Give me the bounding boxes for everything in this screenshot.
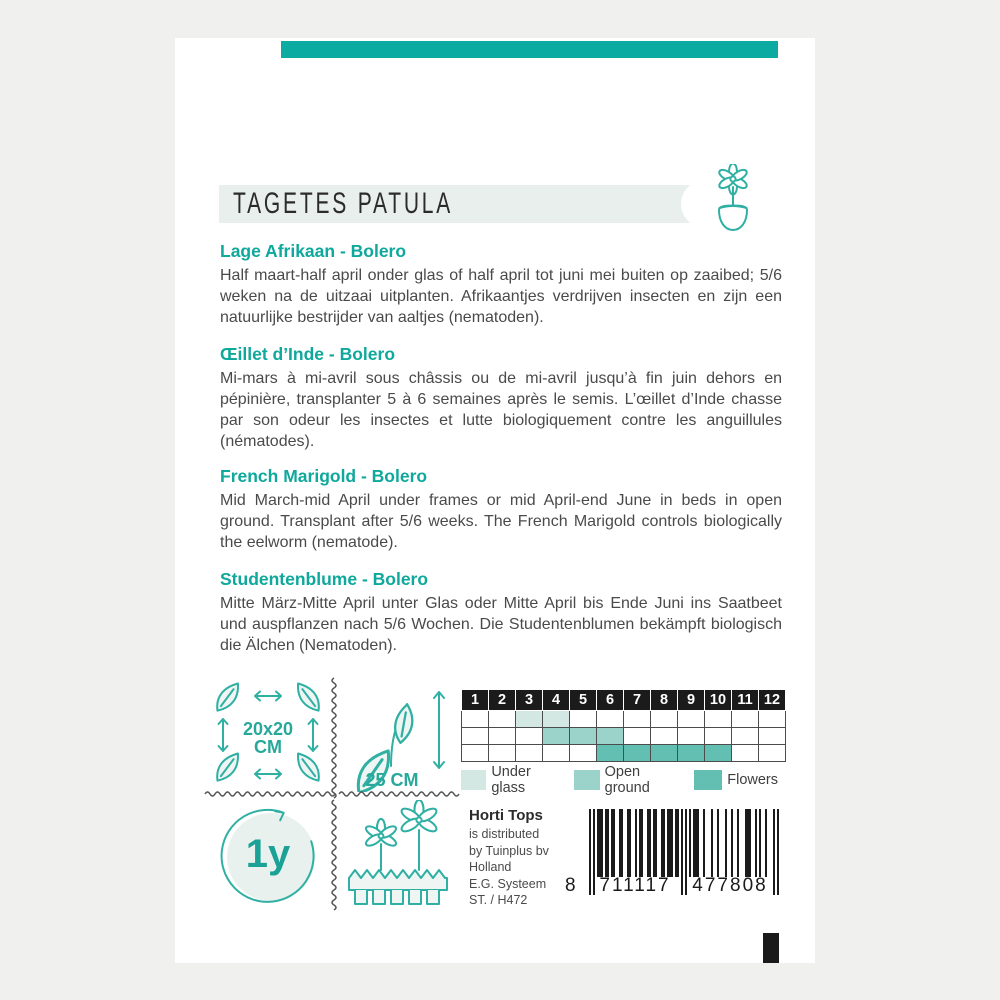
spacing-panel (205, 678, 331, 792)
section-dutch (220, 241, 782, 328)
legend-swatch (694, 770, 722, 790)
calendar-cell (732, 711, 759, 728)
distributor-line: is distributed (469, 827, 540, 841)
divider-vertical-bottom (330, 800, 338, 910)
legend-swatch (461, 770, 486, 790)
calendar-cell (705, 711, 732, 728)
calendar-row-flowers (462, 745, 786, 762)
calendar-cell (732, 745, 759, 762)
cycle-panel (205, 800, 331, 912)
distributor-line: E.G. Systeem (469, 876, 547, 891)
barcode-bar (697, 809, 699, 877)
calendar-cell (570, 711, 597, 728)
section-body-fr: Mi-mars à mi-avril sous châssis ou de mi-avril jusqu’à fin juin dehors en pépinière, transplanter 5 à 6 semaines après le semis. L’œillet d’Inde chasse par son odeur les insectes et lutte biologiquement contre les anguillules (nématodes). (220, 370, 782, 450)
calendar-cell (543, 728, 570, 745)
barcode-first-digit: 8 (565, 875, 576, 896)
calendar-month-header (462, 690, 786, 711)
calendar-cell (597, 745, 624, 762)
legend-label: Open ground (604, 764, 650, 796)
barcode-bar (777, 809, 779, 895)
calendar-cell (570, 745, 597, 762)
calendar-cell (516, 711, 543, 728)
spacing-unit: CM (254, 737, 282, 757)
flower-pot-icon (708, 164, 758, 236)
barcode-bar (655, 809, 657, 877)
cycle-value: 1y (245, 832, 291, 876)
calendar-month: 12 (759, 690, 786, 711)
barcode-bar (711, 809, 713, 877)
barcode-bar (717, 809, 719, 877)
calendar-cell (624, 745, 651, 762)
legend-item (461, 764, 561, 796)
distributor-brand: Horti Tops (469, 807, 543, 824)
barcode-bar (725, 809, 727, 877)
calendar-cell (624, 728, 651, 745)
section-heading-fr: Œillet d’Inde - Bolero (220, 344, 396, 364)
calendar-cell (759, 711, 786, 728)
section-body-en: Mid March-mid April under frames or mid April-end June in beds in open ground. Transplant after 5/6 weeks. The French Marigold controls biologically the eelworm (nematode). (220, 492, 782, 551)
calendar-month: 11 (732, 690, 759, 711)
barcode-bar (681, 809, 683, 895)
calendar-month: 9 (678, 690, 705, 711)
barcode-bar (635, 809, 637, 877)
barcode-bar (621, 809, 623, 877)
calendar-cell (678, 728, 705, 745)
section-heading-en: French Marigold - Bolero (220, 466, 428, 486)
calendar-cell (759, 728, 786, 745)
height-panel (339, 678, 459, 792)
calendar-cell (651, 728, 678, 745)
calendar-cell (489, 711, 516, 728)
barcode-bar (607, 809, 609, 877)
calendar-cell (597, 728, 624, 745)
flowers-panel (339, 800, 459, 912)
calendar-cell (516, 745, 543, 762)
ean-barcode (565, 809, 779, 921)
legend-item (574, 764, 681, 796)
barcode-bar (731, 809, 733, 877)
calendar-cell (462, 728, 489, 745)
calendar-cell (489, 728, 516, 745)
divider-horizontal-left (205, 790, 331, 798)
barcode-bar (649, 809, 651, 877)
spacing-number: 20x20 (242, 719, 294, 739)
legend-label: Under glass (491, 764, 531, 796)
divider-vertical-top (330, 678, 338, 790)
calendar-cell (678, 711, 705, 728)
barcode-bar (755, 809, 757, 877)
calendar-cell (678, 745, 705, 762)
barcode-bar (671, 809, 673, 877)
calendar-month: 7 (624, 690, 651, 711)
calendar-cell (516, 728, 543, 745)
barcode-bar (749, 809, 751, 877)
calendar-row-open-ground (462, 728, 786, 745)
top-color-bar (281, 41, 778, 58)
print-registration-mark (763, 933, 779, 963)
spacing-value (205, 720, 331, 756)
section-french (220, 344, 782, 452)
calendar-cell (462, 711, 489, 728)
distributor-line: ST. / H472 (469, 893, 528, 907)
distributor-lines (469, 826, 569, 909)
calendar-month: 1 (462, 690, 489, 711)
section-english (220, 466, 782, 553)
barcode-bar (601, 809, 603, 877)
calendar-cell (462, 745, 489, 762)
legend-swatch (574, 770, 599, 790)
calendar-cell (759, 745, 786, 762)
section-heading-nl: Lage Afrikaan - Bolero (220, 241, 407, 261)
packet-card (175, 38, 815, 963)
distributor-info (469, 807, 569, 909)
barcode-left-digits: 711117 (599, 875, 671, 896)
sowing-calendar (461, 690, 786, 762)
legend-label: Flowers (727, 772, 778, 788)
section-german (220, 569, 782, 656)
calendar-cell (651, 711, 678, 728)
divider-horizontal-right (339, 790, 459, 798)
barcode-bar (641, 809, 643, 877)
calendar-body (462, 711, 786, 762)
calendar-month: 3 (516, 690, 543, 711)
distributor-line: Holland (469, 860, 512, 874)
product-name: TAGETES PATULA (233, 187, 454, 220)
calendar-cell (489, 745, 516, 762)
barcode-bar (703, 809, 705, 877)
calendar-month: 5 (570, 690, 597, 711)
calendar-cell (705, 728, 732, 745)
section-body-nl: Half maart-half april onder glas of half april tot juni mei buiten op zaaibed; 5/6 weken na de uitzaai uitplanten. Afrikaantjes verdrijven insecten en zijn een natuurlijke bestrijder van aaltjes (nematoden). (220, 267, 782, 326)
calendar-cell (597, 711, 624, 728)
barcode-bar (663, 809, 665, 877)
barcode-bar (629, 809, 631, 877)
title-band (219, 185, 703, 223)
barcode-bar (689, 809, 691, 877)
calendar-row-under-glass (462, 711, 786, 728)
calendar-cell (651, 745, 678, 762)
calendar-month: 6 (597, 690, 624, 711)
barcode-bar (737, 809, 739, 877)
calendar-month: 4 (543, 690, 570, 711)
barcode-bar (613, 809, 615, 877)
section-heading-de: Studentenblume - Bolero (220, 569, 429, 589)
calendar-cell (732, 728, 759, 745)
barcode-right-digits: 477808 (692, 875, 768, 896)
calendar-month: 10 (705, 690, 732, 711)
calendar-cell (705, 745, 732, 762)
section-body-de: Mitte März-Mitte April unter Glas oder Mitte April bis Ende Juni ins Saatbeet und auspflanzen nach 5/6 Wochen. Die Studentenblumen bekämpft biologisch die Älchen (Nematoden). (220, 595, 782, 654)
flower-bed-icon (339, 800, 459, 912)
barcode-bar (759, 809, 761, 877)
distributor-line: by Tuinplus bv (469, 843, 549, 858)
legend-item (694, 770, 778, 790)
calendar-cell (624, 711, 651, 728)
barcode-bar (765, 809, 767, 877)
calendar-month: 2 (489, 690, 516, 711)
calendar-legend (461, 764, 791, 796)
height-value: 25 CM (365, 770, 419, 790)
calendar-cell (543, 745, 570, 762)
calendar-cell (543, 711, 570, 728)
calendar-month: 8 (651, 690, 678, 711)
barcode-bar (677, 809, 679, 877)
calendar-cell (570, 728, 597, 745)
